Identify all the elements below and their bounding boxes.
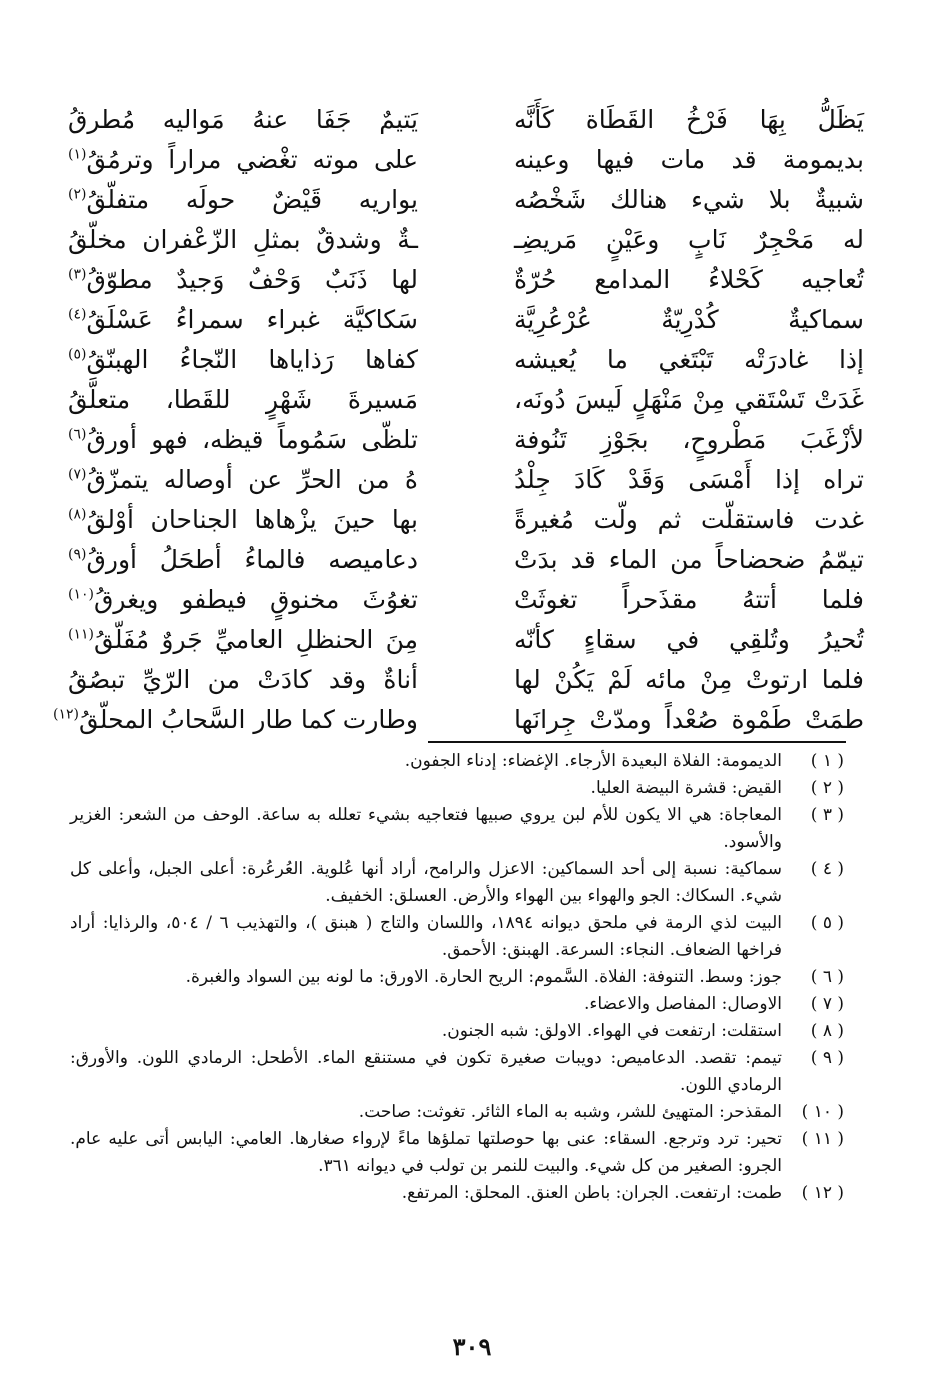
- footnote-text: طمت: ارتفعت. الجران: باطن العنق. المحلق: المرتفع.: [401, 1183, 782, 1203]
- footnote-ref: (٣): [68, 266, 87, 283]
- footnote-ref: (٢): [68, 186, 87, 203]
- footnote: [70, 1099, 844, 1126]
- verse-first-hemistich: فلما ارتوتْ مِنْ مائه لَمْ يَكُنْ لها: [514, 665, 864, 694]
- verse-second-hemistich: [68, 420, 418, 460]
- verse: [60, 540, 864, 580]
- footnote-ref: (١١): [68, 626, 94, 643]
- verse: [60, 380, 864, 420]
- footnotes: [70, 748, 844, 1207]
- footnote-text: سماكية: نسبة إلى أحد السماكين: الاعزل والرامح، أراد أنها عُلوية. العُرعُرة: أعلى الجبل، وأعلى كل شيء. السكاك: الجو والهواء بين الهواء والأرض. العسلق: الخفيف.: [70, 859, 782, 906]
- footnote-ref: (٧): [68, 466, 87, 483]
- verse-second-text: تلظّى سَمُوماً قيظه، فهو أورقُ: [86, 425, 418, 454]
- footnote-ref: (١): [68, 146, 87, 163]
- footnote-ref: (٦): [68, 426, 87, 443]
- verse-first-hemistich: غَدَتْ تَسْتَقي مِنْ مَنْهَلٍ لَيسَ دُونَه،: [514, 385, 864, 414]
- footnote: [70, 964, 844, 991]
- poem: [53, 100, 864, 740]
- verse-second-hemistich: [68, 620, 418, 660]
- footnote-ref: (٤): [68, 306, 87, 323]
- footnote-number: ( ٨ ): [810, 1021, 844, 1041]
- footnote-number: ( ٥ ): [810, 913, 844, 933]
- verse-second-text: ـةٌ وشدقٌ بمثلِ الزّعْفران مخلّقُ: [68, 225, 418, 254]
- verse-first-hemistich: تيمّمُ ضحضاحاً من الماء قد بدَتْ: [514, 545, 864, 574]
- verse: [60, 220, 864, 260]
- footnote-ref: (٥): [68, 346, 87, 363]
- verse: [60, 460, 864, 500]
- verse: [60, 660, 864, 700]
- verse: [60, 180, 864, 220]
- verse-second-text: يَتيمٌ جَفَا عنهُ مَواليه مُطرقُ: [68, 105, 418, 134]
- verse-first-hemistich: يَظَلُّ بِهَا فَرْخُ القَطَاة كَأَنَّه: [514, 105, 864, 134]
- footnote-number: ( ١١ ): [801, 1129, 844, 1149]
- footnote: [70, 856, 844, 910]
- verse-first-hemistich: بديمومة قد مات فيها وعينه: [514, 145, 864, 174]
- verse-first-hemistich: سماكيةٌ كُدْرِيّةٌ عُرْعُرِيَّة: [514, 305, 864, 334]
- footnote-number: ( ٢ ): [810, 778, 844, 798]
- verse-second-hemistich: [68, 180, 418, 220]
- verse-second-hemistich: [68, 340, 418, 380]
- verse-second-text: أناةٌ وقد كادَتْ من الرّيِّ تبصُقُ: [68, 665, 418, 694]
- verse-second-text: سَكاكيَّة غبراء سمراءُ عَسْلَقُ: [86, 305, 418, 334]
- footnote-number: ( ٣ ): [810, 805, 844, 825]
- verse-first-hemistich: تُحيرُ وتُلقِي في سقاءٍ كأنّه: [514, 625, 864, 654]
- verse-second-text: لها ذَنَبٌ وَحْفٌ وَجيدٌ مطوّقُ: [86, 265, 418, 294]
- verse-second-hemistich: [68, 500, 418, 540]
- verse-second-hemistich: [68, 460, 418, 500]
- verse-second-hemistich: [68, 380, 418, 420]
- verse-second-hemistich: [68, 260, 418, 300]
- footnote-text: القيض: قشرة البيضة العليا.: [590, 778, 782, 798]
- verse-second-text: كفاها رَذاياها النّجاءُ الهبنّقُ: [86, 345, 418, 374]
- verse-second-text: هُ من الحرِّ عن أوصاله يتمزّقُ: [86, 465, 418, 494]
- footnote-text: المقذحر: المتهيئ للشر، وشبه به الماء الثائر. تغوثت: صاحت.: [358, 1102, 782, 1122]
- footnote: [70, 991, 844, 1018]
- footnote: [70, 775, 844, 802]
- verse-second-hemistich: [68, 300, 418, 340]
- verse-second-hemistich: [68, 220, 418, 260]
- footnote-text: الديمومة: الفلاة البعيدة الأرجاء. الإغضاء: إدناء الجفون.: [404, 751, 782, 771]
- footnote-number: ( ١ ): [810, 751, 844, 771]
- verse-second-hemistich: [68, 660, 418, 700]
- verse-second-text: يواريه قَيْضٌ حولَه متفلّقُ: [86, 185, 418, 214]
- verse: [60, 300, 864, 340]
- footnote: [70, 1126, 844, 1180]
- verse: [60, 260, 864, 300]
- verse-second-text: على موته تغْضي مراراً وترمُقُ: [86, 145, 418, 174]
- footnote-divider: [428, 741, 846, 743]
- footnote-ref: (٨): [68, 506, 87, 523]
- footnote: [70, 1018, 844, 1045]
- footnote: [70, 1045, 844, 1099]
- footnote-text: تيمم: تقصد. الدعاميص: دويبات صغيرة تكون في مستنقع الماء. الأطحل: الرمادي اللون. والأورق: الرمادي اللون.: [70, 1048, 782, 1095]
- verse-first-hemistich: شبيةٌ بلا شيء هنالك شَخْصُه: [514, 185, 864, 214]
- verse-second-hemistich: [68, 540, 418, 580]
- verse-second-hemistich: [68, 140, 418, 180]
- verse-first-hemistich: له مَحْجِرٌ نَابٍ وعَيْنٍ مَريضِـ: [514, 225, 864, 254]
- footnote-number: ( ٦ ): [810, 967, 844, 987]
- verse: [60, 140, 864, 180]
- verse-first-hemistich: لأزْغَبَ مَطْروحٍ، بجَوْزِ تَنُوفة: [514, 425, 864, 454]
- verse-first-hemistich: إذا غادرَتْه تَبْتَغي ما يُعيشه: [514, 345, 864, 374]
- verse-second-hemistich: [68, 100, 418, 140]
- verse: [53, 700, 864, 740]
- verse: [60, 500, 864, 540]
- footnote-ref: (١٢): [53, 706, 80, 723]
- verse-first-hemistich: تُعاجيه كَحْلاءُ المدامع حُرّةٌ: [514, 265, 864, 294]
- footnote-number: ( ٤ ): [810, 859, 844, 879]
- footnote: [70, 748, 844, 775]
- footnote-number: ( ٩ ): [810, 1048, 844, 1068]
- footnote-text: تحير: ترد وترجع. السقاء: عنى بها حوصلتها تملؤها ماءً لإرواء صغارها. العامي: اليابس أتى عليه عام. الجرو: الصغير من كل شيء. والبيت للنمر بن تولب في ديوانه ٣٦١.: [70, 1129, 782, 1176]
- verse-second-text: مِنَ الحنظلِ العاميِّ جَروٌ مُفَلّقُ: [93, 625, 418, 654]
- footnote: [70, 802, 844, 856]
- footnote-number: ( ١٢ ): [801, 1183, 844, 1203]
- verse-second-text: وطارت كما طار السَّحابُ المحلّقُ: [79, 705, 418, 734]
- verse: [60, 420, 864, 460]
- verse-second-text: بها حينَ يزْهاها الجناحان أوْلقُ: [86, 505, 418, 534]
- verse: [60, 620, 864, 660]
- footnote-number: ( ١٠ ): [801, 1102, 844, 1122]
- footnote-ref: (٩): [68, 546, 87, 563]
- verse-second-text: تغوُثَ مخنوقٍ فيطفو ويغرقُ: [93, 585, 418, 614]
- verse: [60, 340, 864, 380]
- footnote-number: ( ٧ ): [810, 994, 844, 1014]
- footnote-text: الاوصال: المفاصل والاعضاء.: [583, 994, 782, 1014]
- footnote: [70, 910, 844, 964]
- footnote-text: المعاجاة: هي الا يكون للأم لبن يروي صبيها فتعاجيه بشيء تعلله به ساعة. الوحف من الشعر: الغزير والأسود.: [70, 805, 782, 852]
- verse-first-hemistich: طمَتْ طَمْوة صُعْداً ومدّتْ جِرانَها: [514, 705, 864, 734]
- footnote-text: البيت لذي الرمة في ملحق ديوانه ١٨٩٤، واللسان والتاج ( هبنق )، والتهذيب ٦ / ٥٠٤، والرذايا: أراد فراخها الضعاف. النجاء: السرعة. الهبنق: الأحمق.: [70, 913, 782, 960]
- verse-first-hemistich: غدت فاستقلّت ثم ولّت مُغيرةً: [514, 505, 864, 534]
- footnote-ref: (١٠): [68, 586, 94, 603]
- footnote-text: استقلت: ارتفعت في الهواء. الاولق: شبه الجنون.: [441, 1021, 782, 1041]
- footnote-text: جوز: وسط. التنوفة: الفلاة. السَّموم: الريح الحارة. الاورق: ما لونه بين السواد والغبرة.: [185, 967, 782, 987]
- footnote: [70, 1180, 844, 1207]
- verse-second-hemistich: [53, 700, 418, 740]
- verse-first-hemistich: تراه إذا أَمْسَى وَقَدْ كَادَ جِلْدُ: [514, 465, 864, 494]
- verse-second-text: مَسيرةَ شَهْرٍ للقَطا، متعلَّقُ: [68, 385, 418, 414]
- verse-first-hemistich: فلما أتتهُ مقذَحراً تغوثَتْ: [514, 585, 864, 614]
- page-number: ٣٠٩: [452, 1332, 492, 1361]
- verse: [60, 100, 864, 140]
- verse-second-text: دعاميصه فالماءُ أطحَلُ أورقُ: [86, 545, 418, 574]
- verse: [60, 580, 864, 620]
- verse-second-hemistich: [68, 580, 418, 620]
